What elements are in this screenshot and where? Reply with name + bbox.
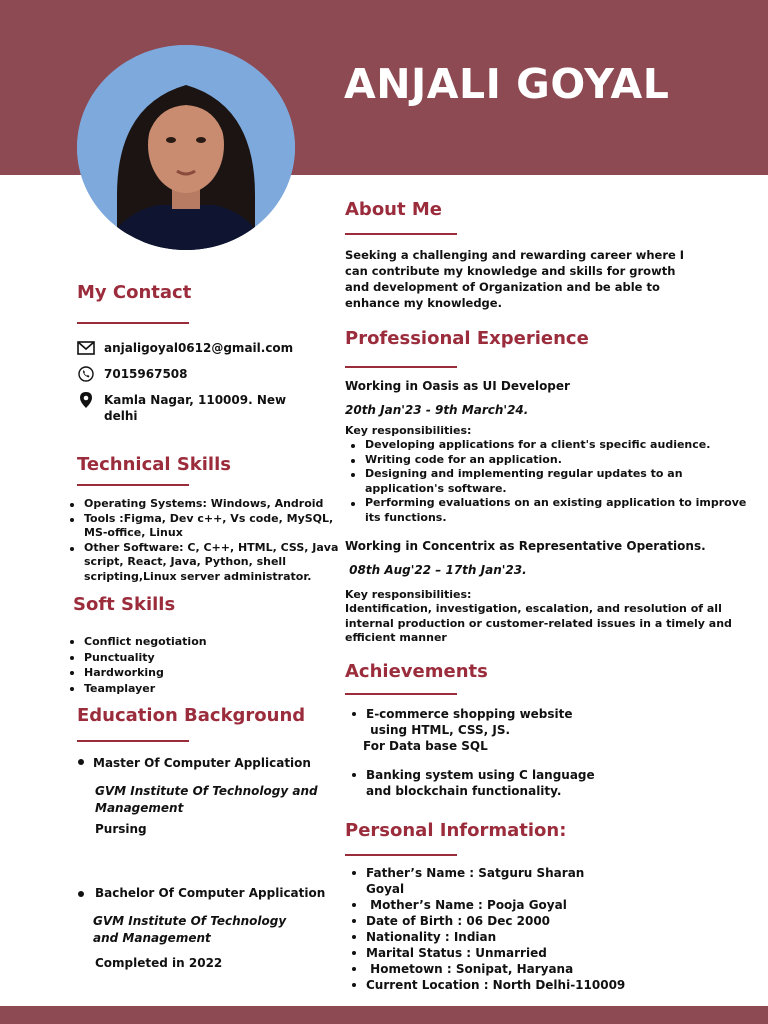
education-institute: GVM Institute Of Technology and Management <box>95 784 318 815</box>
education-status: Pursing <box>95 822 147 836</box>
list-item: Banking system using C language and blockchain functionality. <box>348 767 728 799</box>
about-heading: About Me <box>345 199 442 220</box>
job-title: Working in Concentrix as Representative Operations. <box>345 539 706 553</box>
location-pin-icon <box>77 392 95 408</box>
list-item: Hardworking <box>66 665 316 681</box>
phone-icon <box>77 366 95 382</box>
job-dates: 08th Aug'22 – 17th Jan'23. <box>345 563 527 577</box>
responsibilities-label: Key responsibilities: <box>345 588 472 601</box>
list-item: Nationality : Indian <box>348 929 728 945</box>
footer-band <box>0 1006 768 1024</box>
contact-email[interactable] <box>77 340 293 356</box>
responsibilities-text: Identification, investigation, escalation, and resolution of all internal production or customer-related issues in a timely and efficient manner <box>345 602 732 645</box>
technical-skills-heading: Technical Skills <box>77 454 231 475</box>
contact-address <box>77 392 286 424</box>
soft-skills-list <box>66 634 316 696</box>
education-institute: GVM Institute Of Technology and Management <box>93 914 287 945</box>
list-item: E-commerce shopping website using HTML, CSS, JS. For Data base SQL <box>348 706 728 754</box>
bullet-dot <box>78 759 84 765</box>
address-line-1: Kamla Nagar, 110009. New <box>104 393 287 407</box>
phone-text: 7015967508 <box>104 367 188 381</box>
job-dates: 20th Jan'23 - 9th March'24. <box>345 403 529 417</box>
list-item: Father’s Name : Satguru Sharan Goyal <box>348 865 728 897</box>
profile-photo <box>77 45 295 250</box>
personal-list <box>348 865 728 993</box>
list-item: Date of Birth : 06 Dec 2000 <box>348 913 728 929</box>
list-item: Marital Status : Unmarried <box>348 945 728 961</box>
candidate-name: ANJALI GOYAL <box>344 60 670 108</box>
address-line-2: delhi <box>104 409 138 423</box>
job-title: Working in Oasis as UI Developer <box>345 379 570 393</box>
contact-phone[interactable] <box>77 366 188 382</box>
list-item: Performing evaluations on an existing application to improve its functions. <box>347 496 747 525</box>
education-status: Completed in 2022 <box>95 956 223 970</box>
about-text: Seeking a challenging and rewarding career where I can contribute my knowledge and skills for growth and development of Organization and be able to enhance my knowledge. <box>345 248 685 310</box>
list-item: Operating Systems: Windows, Android <box>66 497 341 512</box>
technical-skills-list <box>66 497 341 585</box>
education-heading: Education Background <box>77 705 306 726</box>
list-item: Designing and implementing regular updates to an application's software. <box>347 467 747 496</box>
achievements-rule <box>345 693 457 695</box>
experience-heading: Professional Experience <box>345 328 589 349</box>
personal-rule <box>345 854 457 856</box>
education-rule <box>77 740 189 742</box>
contact-heading: My Contact <box>77 282 192 303</box>
responsibilities-label: Key responsibilities: <box>345 424 472 437</box>
achievements-heading: Achievements <box>345 661 488 682</box>
personal-heading: Personal Information: <box>345 820 567 841</box>
list-item: Hometown : Sonipat, Haryana <box>348 961 728 977</box>
education-degree: Bachelor Of Computer Application <box>95 886 326 900</box>
soft-skills-heading: Soft Skills <box>73 594 176 615</box>
list-item: Developing applications for a client's specific audience. <box>347 438 747 453</box>
list-item: Other Software: C, C++, HTML, CSS, Java script, React, Java, Python, shell scripting,Linux server administrator. <box>66 541 341 585</box>
list-item: Punctuality <box>66 650 316 666</box>
list-item: Tools :Figma, Dev c++, Vs code, MySQL, MS-office, Linux <box>66 512 341 541</box>
list-item: Mother’s Name : Pooja Goyal <box>348 897 728 913</box>
list-item: Writing code for an application. <box>347 453 747 468</box>
responsibilities-list <box>347 438 747 526</box>
about-rule <box>345 233 457 235</box>
email-text: anjaligoyal0612@gmail.com <box>104 341 294 355</box>
bullet-dot <box>78 891 84 897</box>
achievements-list <box>348 706 728 799</box>
contact-rule <box>77 322 189 324</box>
experience-rule <box>345 366 457 368</box>
list-item: Teamplayer <box>66 681 316 697</box>
technical-skills-rule <box>77 484 189 486</box>
mail-icon <box>77 340 95 356</box>
education-degree: Master Of Computer Application <box>93 756 311 770</box>
list-item: Current Location : North Delhi-110009 <box>348 977 728 993</box>
list-item: Conflict negotiation <box>66 634 316 650</box>
